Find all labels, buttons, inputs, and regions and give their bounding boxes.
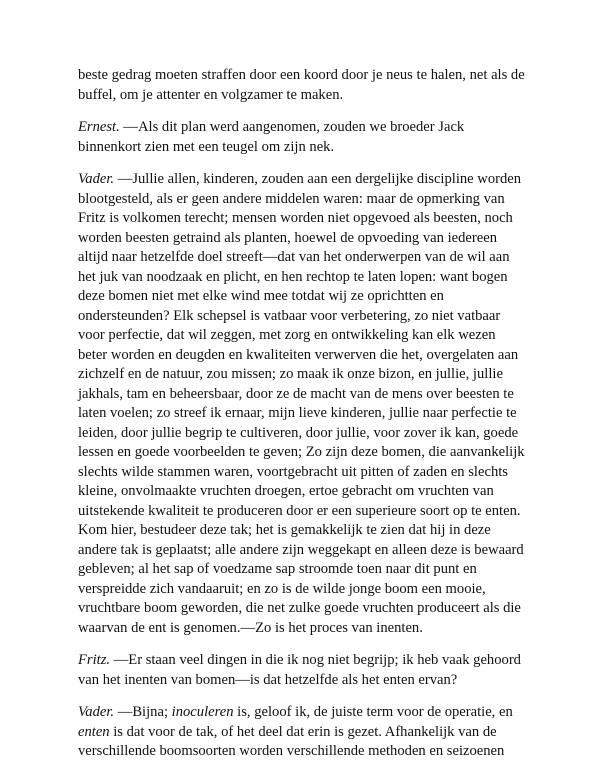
paragraph-vader-2-part3: is dat voor de tak, of het deel dat erin is gezet. Afhankelijk van de verschillende boomsoorten worden verschillende methoden en seizoenen (78, 723, 505, 759)
paragraph-fritz (78, 651, 528, 690)
paragraph-vader-1 (78, 170, 528, 638)
paragraph-1-text: beste gedrag moeten straffen door een koord door je neus te halen, net als de buffel, om je attenter en volgzamer te maken. (78, 67, 525, 103)
paragraph-ernest-text: —Als dit plan werd aangenomen, zouden we broeder Jack binnenkort zien met een teugel om zijn nek. (78, 119, 465, 155)
paragraph-fritz-text: —Er staan veel dingen in die ik nog niet begrijp; ik heb vaak gehoord van het inenten van bomen—is dat hetzelfde als het enten ervan? (78, 652, 521, 688)
paragraph-ernest (78, 118, 528, 157)
paragraph-vader-2-part1: —Bijna; (114, 704, 172, 720)
speaker-ernest: Ernest. (78, 119, 120, 135)
document-page (78, 66, 528, 775)
paragraph-vader-2 (78, 703, 528, 762)
paragraph-1 (78, 66, 528, 105)
paragraph-vader-2-part2: is, geloof ik, de juiste term voor de operatie, en (233, 704, 513, 720)
term-enten: enten (78, 723, 110, 740)
paragraph-vader-1-text: —Jullie allen, kinderen, zouden aan een dergelijke discipline worden blootgesteld, als er geen andere middelen waren: maar de opmerking van Fritz is volkomen terecht; mensen worden niet opgevoed als beesten, noch worden beesten getraind als planten, hoewel de opvoeding van iedereen altijd naar hetzelfde doel streeft—dat van het onderwerpen van de wil aan het juk van noodzaak en plicht, en hen rechtop te laten lopen: want bogen deze bomen niet met elke wind mee totdat wij ze oprichtten en ondersteunden? Elk schepsel is vatbaar voor verbetering, zo niet vatbaar voor perfectie, dat wil zeggen, met zorg en ontwikkeling kan elk wezen beter worden en deugden en kwaliteiten verwerven die het, overgelaten aan zichzelf en de natuur, zou missen; zo maak ik onze bizon, en jullie, jullie jakhals, tam en beheersbaar, door ze de macht van de mens over beesten te laten voelen; zo streef ik ernaar, mijn lieve kinderen, jullie naar perfectie te leiden, door jullie begrip te cultiveren, door jullie, voor zover ik kan, goede lessen en goede voorbeelden te geven; Zo zijn deze bomen, die aanvankelijk slechts wilde stammen waren, voortgebracht uit pitten of zaden en slechts kleine, onvolmaakte vruchten droegen, ertoe gebracht om vruchten van uitstekende kwaliteit te produceren door er een superieure soort op te enten. Kom hier, bestudeer deze tak; het is gemakkelijk te zien dat hij in deze andere tak is geplaatst; alle andere zijn weggekapt en alleen deze is bewaard gebleven; al het sap of voedzame sap stroomde toen naar dit punt en verspreidde zich vandaaruit; en zo is de wilde jonge boom een mooie, vruchtbare boom geworden, die net zulke goede vruchten produceert als die waarvan de ent is genomen.—Zo is het proces van inenten. (78, 171, 525, 636)
term-inoculeren: inoculeren (171, 704, 234, 720)
speaker-fritz: Fritz. (78, 652, 111, 668)
speaker-vader: Vader. (78, 171, 115, 187)
speaker-vader-2: Vader. (78, 704, 115, 720)
